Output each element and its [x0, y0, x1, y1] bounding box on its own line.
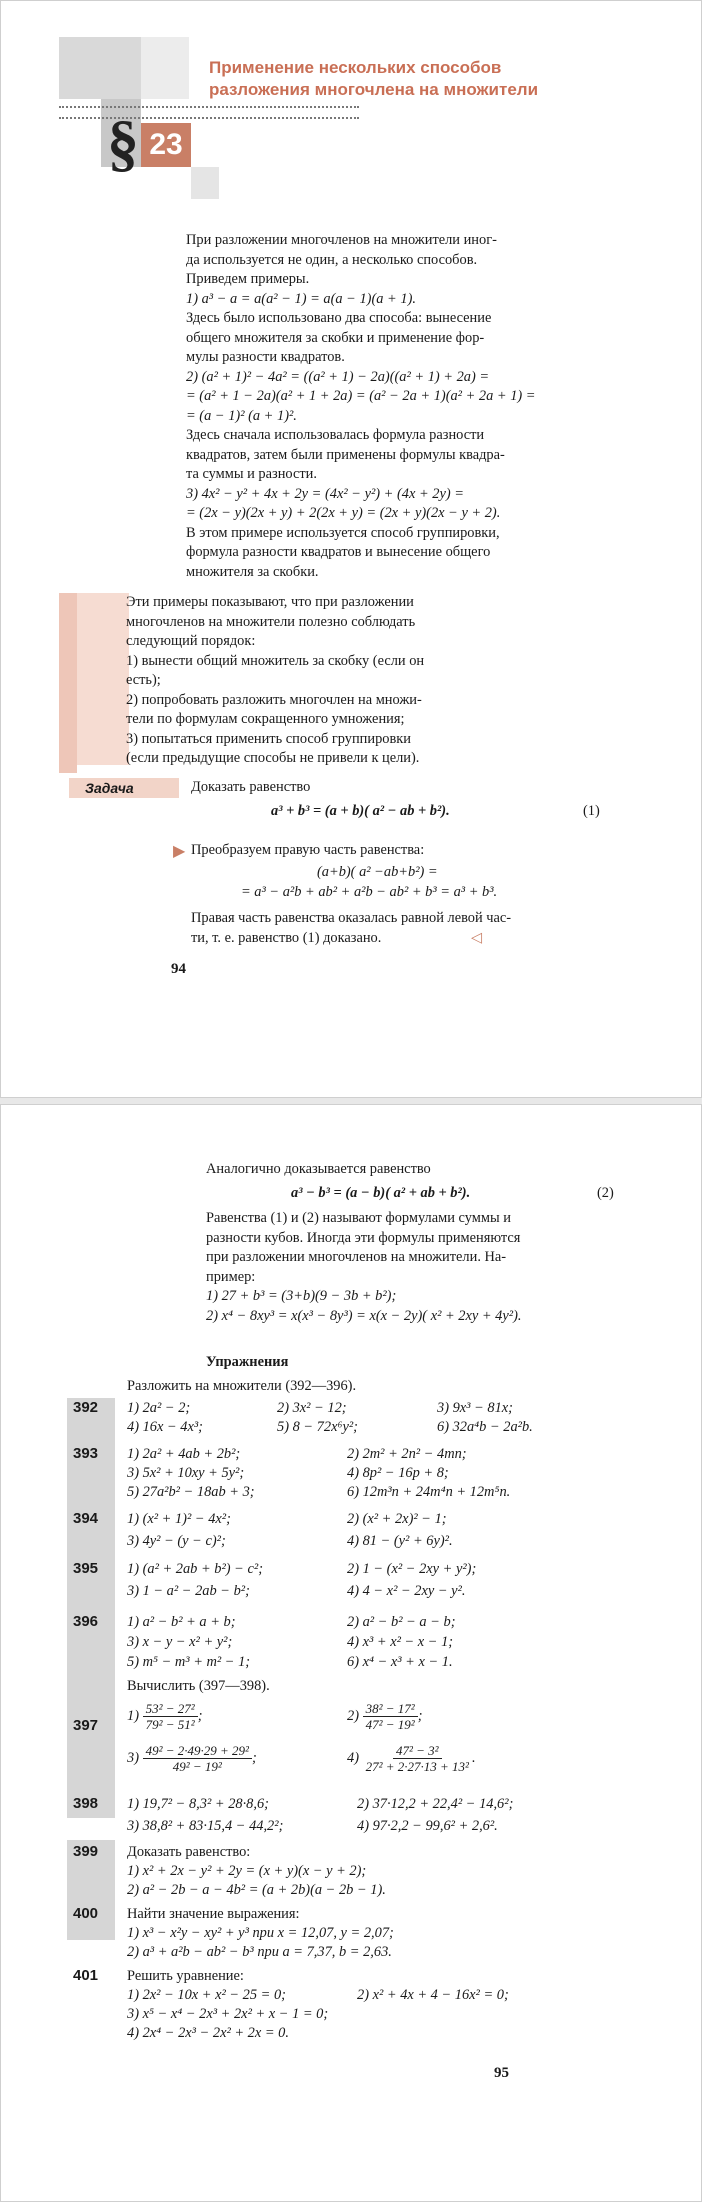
- text-line: (если предыдущие способы не привели к цели).: [126, 750, 420, 766]
- fraction: [363, 1743, 472, 1774]
- text-line: мулы разности квадратов.: [186, 349, 345, 365]
- formula-line: 1) 27 + b³ = (3+b)(9 − 3b + b²);: [206, 1288, 397, 1304]
- exercise-number: 397: [73, 1717, 99, 1734]
- exercise-number: 394: [73, 1510, 99, 1527]
- dotted-rule: [59, 117, 359, 119]
- section-number-badge: 23: [141, 123, 191, 167]
- paragraph: [206, 1209, 521, 1326]
- text-line: разности кубов. Иногда эти формулы применяются: [206, 1229, 521, 1246]
- item-index: 1): [127, 1707, 139, 1724]
- exercise-item: 4) $\frac{\text{47² − 3²}}{\text{27² + 2·27·13 + 13²}}$ .: [347, 1743, 476, 1774]
- exercise-number: 400: [73, 1905, 99, 1922]
- text-line: 2) попробовать разложить многочлен на множи-: [126, 691, 422, 708]
- text-line: 1) вынести общий множитель за скобку (если он: [126, 652, 425, 669]
- exercise-item: 2) $\frac{\text{38² − 17²}}{\text{47² − 19²}}$ ;: [347, 1701, 423, 1732]
- item-index: 2): [347, 1707, 359, 1724]
- page-number: 94: [171, 961, 186, 977]
- exercise-item: 1) 2a² − 2;: [127, 1400, 191, 1416]
- denominator: 79² − 51²: [145, 1717, 195, 1732]
- exercise-item: 4) 8p² − 16p + 8;: [347, 1465, 449, 1481]
- exercise-number: 399: [73, 1843, 99, 1860]
- fraction: [143, 1743, 252, 1774]
- text-line: формула разности квадратов и вынесение общего: [186, 544, 491, 560]
- text-line: да используется не один, а несколько способов.: [186, 251, 478, 268]
- exercise-item: 2) 1 − (x² − 2xy + y²);: [347, 1561, 477, 1577]
- exercise-item: 1) a² − b² + a + b;: [127, 1614, 236, 1630]
- fraction: [143, 1701, 198, 1732]
- exercise-item: 1) (x² + 1)² − 4x²;: [127, 1511, 231, 1527]
- rule-highlight-edge: [59, 593, 77, 773]
- text-line: Здесь сначала использовалась формула разности: [186, 427, 485, 443]
- text-line: 3) попытаться применить способ группировки: [126, 730, 411, 747]
- exercise-item: 2) x² + 4x + 4 − 16x² = 0;: [357, 1987, 509, 2003]
- exercise-item: 3) x⁵ − x⁴ − 2x³ + 2x² + x − 1 = 0;: [127, 2006, 329, 2022]
- text-line: При разложении многочленов на множители иног-: [186, 232, 497, 248]
- page-number: 95: [494, 2065, 509, 2081]
- header-deco-block: [191, 167, 219, 199]
- end-of-proof-icon: ◁: [471, 930, 483, 946]
- exercise-number: 401: [73, 1967, 99, 1984]
- solution-intro: Преобразуем правую часть равенства:: [191, 842, 425, 858]
- exercise-item: 2) 3x² − 12;: [277, 1400, 347, 1416]
- exercise-item: 3) 9x³ − 81x;: [437, 1400, 513, 1416]
- exercise-item: 3) 4y² − (y − c)²;: [127, 1533, 226, 1549]
- header-deco-block: [59, 37, 141, 99]
- task-label: Задача: [69, 778, 179, 798]
- title-line: Применение нескольких способов: [209, 58, 502, 77]
- header-deco-block: [141, 37, 189, 99]
- factor-prompt: Разложить на множители (392—396).: [127, 1378, 357, 1394]
- exercise-item: 2) a³ + a²b − ab² − b³ при a = 7,37, b = 2,63.: [127, 1944, 392, 1960]
- exercise-item: 1) 19,7² − 8,3² + 28·8,6;: [127, 1796, 269, 1812]
- text-line: Приведем примеры.: [186, 271, 310, 287]
- page-95: [0, 1104, 702, 2202]
- text-line: множителя за скобки.: [186, 563, 319, 580]
- section-sign: §: [107, 107, 139, 178]
- formula-line: = (2x − y)(2x + y) + 2(2x + y) = (2x + y)(2x − y + 2).: [186, 505, 501, 521]
- exercise-prompt: Найти значение выражения:: [127, 1906, 300, 1922]
- intro-text: [186, 231, 536, 582]
- text-line: при разложении многочленов на множители. На-: [206, 1249, 507, 1265]
- page-94: [0, 0, 702, 1098]
- exercise-item: 5) 27a²b² − 18ab + 3;: [127, 1484, 255, 1500]
- exercise-number: 396: [73, 1613, 99, 1630]
- text-line: та суммы и разности.: [186, 466, 317, 482]
- exercise-item: 1) $\frac{\text{53² − 27²}}{\text{79² − 51²}}$ ;: [127, 1701, 203, 1732]
- denominator: 27² + 2·27·13 + 13²: [365, 1759, 469, 1774]
- item-index: 4): [347, 1749, 359, 1766]
- text-line: общего множителя за скобки и применение фор-: [186, 329, 485, 346]
- formula-line: = (a − 1)² (a + 1)².: [186, 407, 297, 424]
- exercise-number: 393: [73, 1445, 99, 1462]
- formula-line: 1) a³ − a = a(a² − 1) = a(a − 1)(a + 1).: [186, 290, 416, 307]
- text-line: есть);: [126, 672, 161, 688]
- exercise-item: 4) 16x − 4x³;: [127, 1419, 203, 1435]
- exercise-item: 4) 81 − (y² + 6y)².: [347, 1533, 453, 1549]
- exercise-item: 4) 4 − x² − 2xy − y².: [347, 1583, 466, 1599]
- exercise-item: 1) 2a² + 4ab + 2b²;: [127, 1446, 241, 1462]
- text-line: многочленов на множители полезно соблюдать: [126, 613, 416, 630]
- dotted-rule: [59, 106, 359, 108]
- exercise-number: 395: [73, 1560, 99, 1577]
- exercise-item: 3) 5x² + 10xy + 5y²;: [127, 1465, 245, 1481]
- exercises-title: Упражнения: [206, 1354, 289, 1370]
- exercise-item: 5) 8 − 72x⁶y²;: [277, 1419, 358, 1435]
- numerator: 49² − 2·49·29 + 29²: [143, 1743, 252, 1759]
- numerator: 53² − 27²: [143, 1701, 198, 1717]
- exercise-item: 5) m⁵ − m³ + m² − 1;: [127, 1654, 251, 1670]
- denominator: 47² − 19²: [365, 1717, 415, 1732]
- formula-line: (a+b)( a² −ab+b²) =: [317, 864, 438, 880]
- text-line: Здесь было использовано два способа: вынесение: [186, 310, 492, 326]
- fraction: [363, 1701, 418, 1732]
- formula-line: 2) (a² + 1)² − 4a² = ((a² + 1) − 2a)((a² + 1) + 2a) =: [186, 368, 490, 385]
- text-line: тели по формулам сокращенного умножения;: [126, 711, 405, 727]
- exercise-item: 3) x − y − x² + y²;: [127, 1634, 233, 1650]
- exercise-item: 3) 1 − a² − 2ab − b²;: [127, 1583, 250, 1599]
- exercise-item: 4) x³ + x² − x − 1;: [347, 1634, 454, 1650]
- exercise-item: 6) x⁴ − x³ + x − 1.: [347, 1654, 453, 1670]
- exercise-item: 1) 2x² − 10x + x² − 25 = 0;: [127, 1987, 286, 2003]
- numerator: 47² − 3²: [393, 1743, 442, 1759]
- exercise-item: 2) 2m² + 2n² − 4mn;: [347, 1446, 467, 1462]
- exercise-item: 1) (a² + 2ab + b²) − c²;: [127, 1561, 263, 1577]
- triangle-marker-icon: ▶: [173, 843, 186, 860]
- item-index: 3): [127, 1749, 139, 1766]
- page-title: [209, 57, 629, 101]
- exercise-item: 3) 38,8² + 83·15,4 − 44,2²;: [127, 1818, 284, 1834]
- exercise-number: 398: [73, 1795, 99, 1812]
- exercise-item: 1) x² + 2x − y² + 2y = (x + y)(x − y + 2);: [127, 1863, 367, 1879]
- text-line: Правая часть равенства оказалась равной левой час-: [191, 910, 512, 926]
- text-line: Эти примеры показывают, что при разложении: [126, 594, 414, 610]
- exercise-item: 6) 32a⁴b − 2a²b.: [437, 1419, 533, 1435]
- formula-line: 3) 4x² − y² + 4x + 2y = (4x² − y²) + (4x + 2y) =: [186, 485, 464, 502]
- exercise-item: 1) x³ − x²y − xy² + y³ при x = 12,07, y = 2,07;: [127, 1925, 394, 1941]
- exercise-number: 392: [73, 1399, 99, 1416]
- exercise-prompt: Решить уравнение:: [127, 1968, 244, 1984]
- formula-number: (1): [583, 803, 600, 819]
- exercise-prompt: Доказать равенство:: [127, 1844, 251, 1860]
- title-line: разложения многочлена на множители: [209, 80, 539, 99]
- exercise-item: 2) a² − b² − a − b;: [347, 1614, 456, 1630]
- formula-line: 2) x⁴ − 8xy³ = x(x³ − 8y³) = x(x − 2y)( x² + 2xy + 4y²).: [206, 1307, 522, 1324]
- exercise-item: 2) a² − 2b − a − 4b² = (a + 2b)(a − 2b − 1).: [127, 1882, 386, 1898]
- numerator: 38² − 17²: [363, 1701, 418, 1717]
- exercise-item: 3) $\frac{\text{49² − 2·49·29 + 29²}}{\text{49² − 19²}}$ ;: [127, 1743, 257, 1774]
- task-formula: a³ + b³ = (a + b)( a² − ab + b²).: [271, 803, 450, 819]
- formula-number: (2): [597, 1185, 614, 1201]
- text-line: Равенства (1) и (2) называют формулами суммы и: [206, 1210, 511, 1226]
- task-text: Доказать равенство: [191, 779, 311, 795]
- text-line: ти, т. е. равенство (1) доказано.: [191, 930, 382, 946]
- formula-2: a³ − b³ = (a − b)( a² + ab + b²).: [291, 1185, 471, 1201]
- exercise-item: 4) 2x⁴ − 2x³ − 2x² + 2x = 0.: [127, 2025, 289, 2041]
- text-line: В этом примере используется способ группировки,: [186, 524, 500, 541]
- exercise-item: 2) 37·12,2 + 22,4² − 14,6²;: [357, 1796, 514, 1812]
- exercise-item: 6) 12m³n + 24m⁴n + 12m⁵n.: [347, 1484, 511, 1500]
- text-line: Аналогично доказывается равенство: [206, 1161, 431, 1177]
- text-line: следующий порядок:: [126, 633, 256, 649]
- text-line: квадратов, затем были применены формулы квадра-: [186, 446, 505, 463]
- compute-prompt: Вычислить (397—398).: [127, 1678, 270, 1694]
- formula-line: = a³ − a²b + ab² + a²b − ab² + b³ = a³ + b³.: [241, 884, 498, 900]
- exercise-item: 2) (x² + 2x)² − 1;: [347, 1511, 447, 1527]
- denominator: 49² − 19²: [172, 1759, 222, 1774]
- formula-line: = (a² + 1 − 2a)(a² + 1 + 2a) = (a² − 2a + 1)(a² + 2a + 1) =: [186, 388, 536, 404]
- rule-text: [126, 593, 424, 769]
- text-line: пример:: [206, 1268, 256, 1285]
- exercise-item: 4) 97·2,2 − 99,6² + 2,6².: [357, 1818, 498, 1834]
